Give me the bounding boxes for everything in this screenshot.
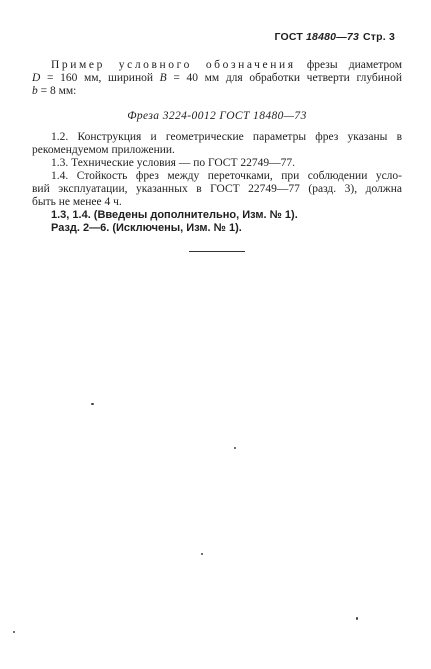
amendment-note: 1.3, 1.4. (Введены дополнительно, Изм. № 1). (51, 209, 298, 221)
section-divider (189, 251, 245, 252)
scan-speck (91, 403, 94, 405)
paragraph-line: 1.2. Конструкция и геометрические параметры фрез указаны в (51, 131, 402, 143)
example-intro-spaced: Пример условного обозначения (51, 59, 296, 71)
paragraph-line: вий эксплуатации, указанных в ГОСТ 22749—77 (разд. 3), должна (32, 183, 402, 195)
paragraph-1-2 (32, 131, 402, 157)
page-header (274, 31, 395, 43)
example-line-2 (32, 72, 402, 85)
header-standard-number: 18480—73 (306, 31, 359, 43)
example-intro-tail: фрезы диаметром (295, 59, 402, 71)
paragraph-1-4 (32, 170, 402, 209)
scan-speck (13, 631, 15, 633)
example-intro-line (32, 59, 402, 72)
amendment-notes (32, 209, 402, 235)
paragraph-1-3 (32, 157, 402, 170)
paragraph-line: быть не менее 4 ч. (32, 196, 122, 208)
example-line-3-a: = 8 мм: (37, 85, 77, 97)
paragraph-line: 1.4. Стойкость фрез между переточками, при соблюдении усло- (51, 170, 402, 182)
var-d: D (32, 72, 41, 84)
example-line-2-c: = 40 мм для обработки четверти глубиной (166, 72, 402, 84)
header-standard: ГОСТ (274, 31, 303, 43)
example-line-2-a: = 160 мм, шириной (40, 72, 160, 84)
amendment-note: Разд. 2—6. (Исключены, Изм. № 1). (51, 222, 242, 234)
scan-speck (234, 447, 236, 449)
document-body (32, 59, 402, 235)
example-line-3 (32, 85, 402, 98)
scan-speck (356, 617, 358, 620)
paragraph-line: 1.3. Технические условия — по ГОСТ 22749—77. (51, 157, 295, 169)
header-page-number: Стр. 3 (362, 31, 395, 43)
var-b-upper: B (159, 72, 167, 84)
example-designation: Фреза 3224-0012 ГОСТ 18480—73 (127, 110, 307, 122)
scan-speck (201, 553, 203, 555)
var-b-lower: b (32, 85, 38, 97)
paragraph-line: рекомендуемом приложении. (32, 144, 175, 156)
